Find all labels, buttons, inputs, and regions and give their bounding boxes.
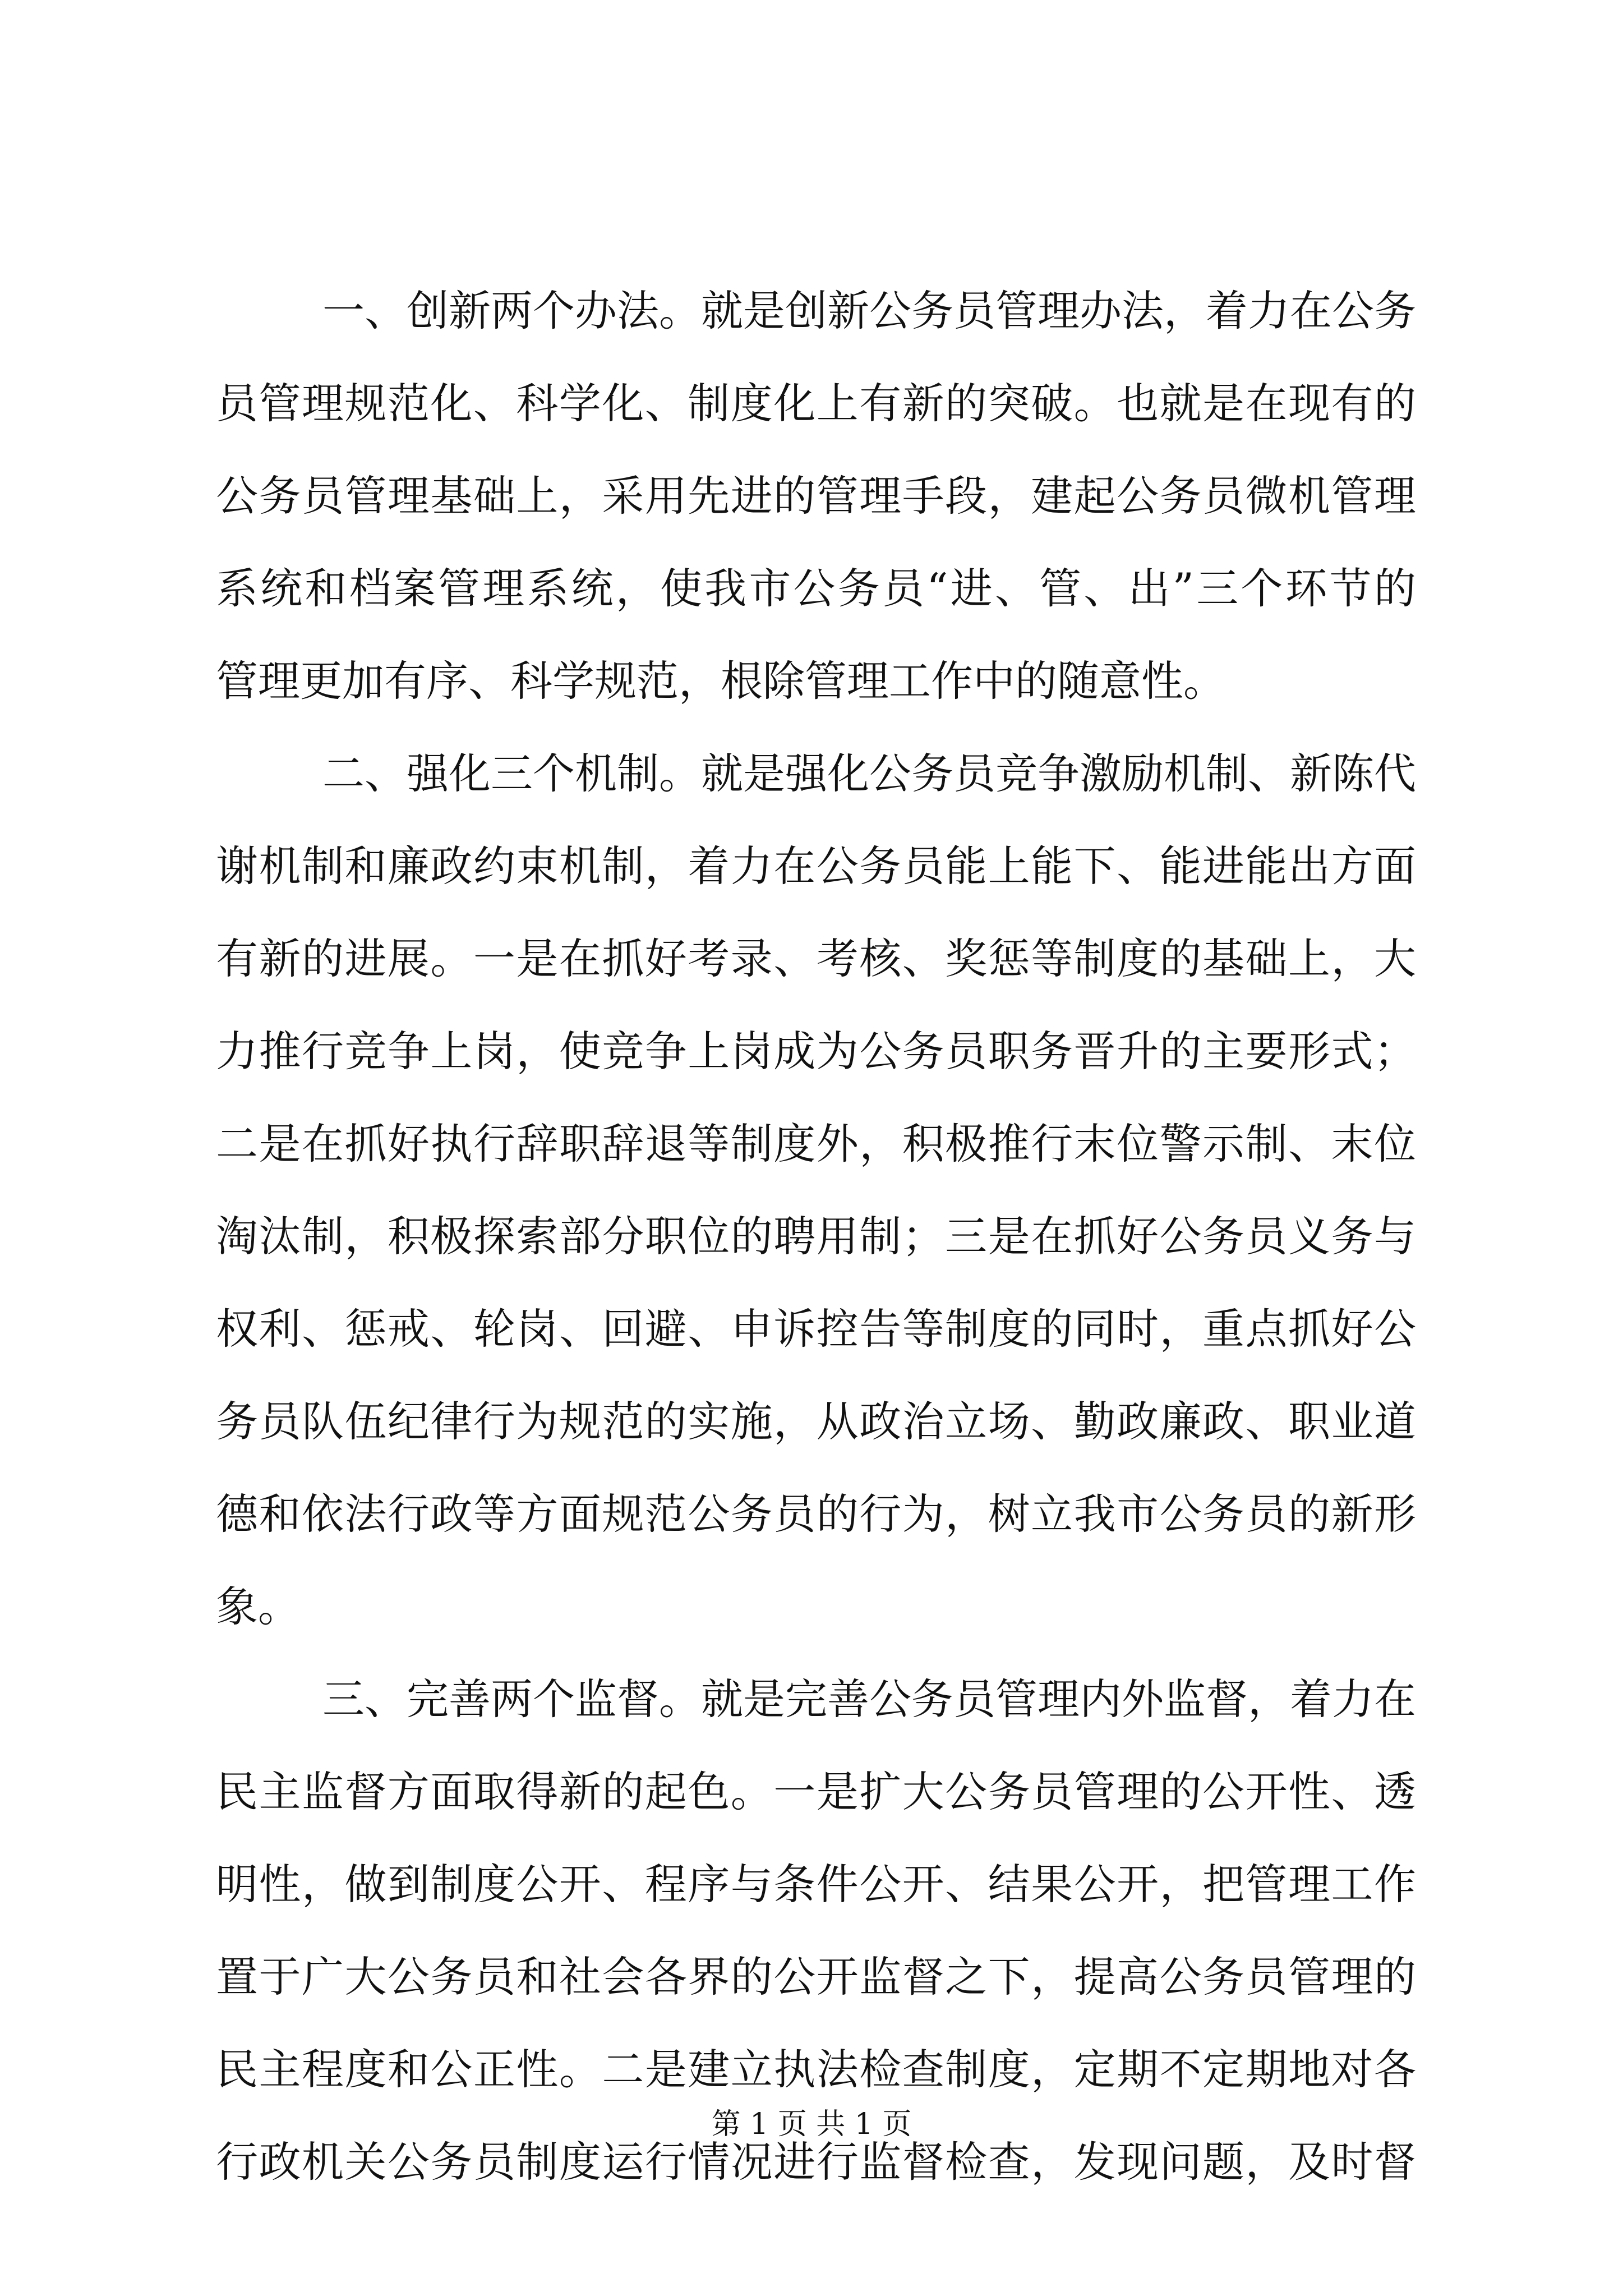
text-line: 象。 — [216, 1582, 301, 1631]
text-line: 务员队伍纪律行为规范的实施，从政治立场、勤政廉政、职业道 — [216, 1397, 1416, 1446]
text-line: 淘汰制，积极探索部分职位的聘用制；三是在抓好公务员义务与 — [216, 1212, 1416, 1261]
text-line: 有新的进展。一是在抓好考录、考核、奖惩等制度的基础上，大 — [216, 934, 1416, 983]
text-line: 公务员管理基础上，采用先进的管理手段，建起公务员微机管理 — [216, 471, 1416, 521]
text-line: 权利、惩戒、轮岗、回避、申诉控告等制度的同时，重点抓好公 — [216, 1304, 1416, 1354]
text-line: 民主程度和公正性。二是建立执法检查制度，定期不定期地对各 — [216, 2045, 1416, 2094]
text-line: 置于广大公务员和社会各界的公开监督之下，提高公务员管理的 — [216, 1952, 1416, 2001]
text-line: 明性，做到制度公开、程序与条件公开、结果公开，把管理工作 — [216, 1860, 1416, 1909]
text-line: 员管理规范化、科学化、制度化上有新的突破。也就是在现有的 — [216, 379, 1416, 428]
text-line: 力推行竞争上岗，使竞争上岗成为公务员职务晋升的主要形式； — [216, 1027, 1416, 1076]
paragraph-1 — [216, 280, 1416, 711]
text-line: 民主监督方面取得新的起色。一是扩大公务员管理的公开性、透 — [216, 1767, 1416, 1816]
text-line: 二、强化三个机制。就是强化公务员竞争激励机制、新陈代 — [322, 749, 1416, 798]
text-line: 行政机关公务员制度运行情况进行监督检查，发现问题，及时督 — [216, 2137, 1416, 2187]
page-number-footer: 第 1 页 共 1 页 — [711, 2108, 912, 2141]
text-line: 二是在抓好执行辞职辞退等制度外，积极推行末位警示制、末位 — [216, 1119, 1416, 1168]
text-line: 德和依法行政等方面规范公务员的行为，树立我市公务员的新形 — [216, 1489, 1416, 1539]
text-line: 谢机制和廉政约束机制，着力在公务员能上能下、能进能出方面 — [216, 841, 1416, 891]
paragraph-2 — [216, 743, 1416, 1637]
document-body — [216, 280, 1416, 2224]
text-line: 管理更加有序、科学规范，根除管理工作中的随意性。 — [216, 656, 1226, 706]
text-line: 三、完善两个监督。就是完善公务员管理内外监督，着力在 — [322, 1674, 1416, 1724]
text-line: 一、创新两个办法。就是创新公务员管理办法，着力在公务 — [322, 286, 1416, 335]
text-line: 系统和档案管理系统，使我市公务员“进、管、出”三个环节的 — [216, 564, 1416, 613]
